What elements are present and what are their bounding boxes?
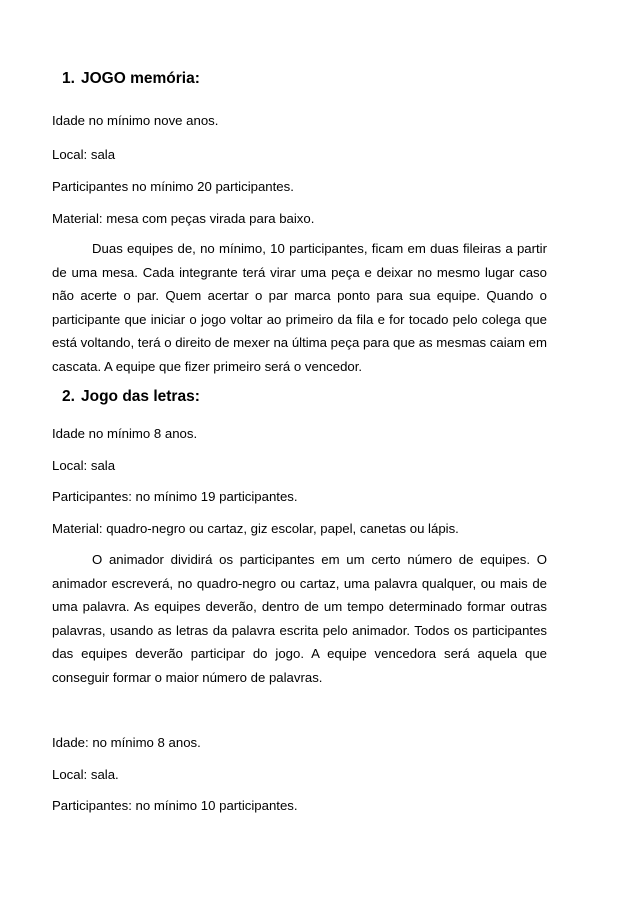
section-3-location: Local: sala. (52, 767, 119, 782)
section-1-participants: Participantes no mínimo 20 participantes. (52, 179, 294, 194)
section-1-number: 1. (62, 70, 75, 87)
section-2-number: 2. (62, 388, 75, 405)
section-2-heading (62, 388, 200, 406)
section-1-material: Material: mesa com peças virada para baixo. (52, 211, 315, 226)
section-3-age: Idade: no mínimo 8 anos. (52, 735, 201, 750)
section-3-participants: Participantes: no mínimo 10 participantes. (52, 798, 298, 813)
section-2-title: Jogo das letras: (81, 388, 200, 405)
section-2-location: Local: sala (52, 458, 116, 473)
section-1-title: JOGO memória: (81, 70, 200, 87)
section-1-heading (62, 70, 200, 88)
section-2-participants: Participantes: no mínimo 19 participantes. (52, 489, 298, 504)
section-1-location: Local: sala (52, 147, 116, 162)
section-2-material: Material: quadro-negro ou cartaz, giz escolar, papel, canetas ou lápis. (52, 521, 459, 536)
section-2-age: Idade no mínimo 8 anos. (52, 426, 198, 441)
section-1-description: Duas equipes de, no mínimo, 10 participantes, ficam em duas fileiras a partir de uma mesa. Cada integrante terá virar uma peça e deixar no mesmo lugar caso não acerte o par. Quem acertar o par marca ponto para sua equipe. Quando o participante que iniciar o jogo voltar ao primeiro da fila e for tocado pelo colega que está voltando, terá o direito de mexer na última peça para que as mesmas caiam em cascata. A equipe que fizer primeiro será o vencedor. (52, 241, 547, 374)
section-2-description: O animador dividirá os participantes em um certo número de equipes. O animador escreverá, no quadro-negro ou cartaz, uma palavra qualquer, ou mais de uma palavra. As equipes deverão, dentro de um tempo determinado formar outras palavras, usando as letras da palavra escrita pelo animador. Todos os participantes das equipes deverão participar do jogo. A equipe vencedora será aquela que conseguir formar o maior número de palavras. (52, 552, 547, 685)
section-1-age: Idade no mínimo nove anos. (52, 113, 219, 128)
